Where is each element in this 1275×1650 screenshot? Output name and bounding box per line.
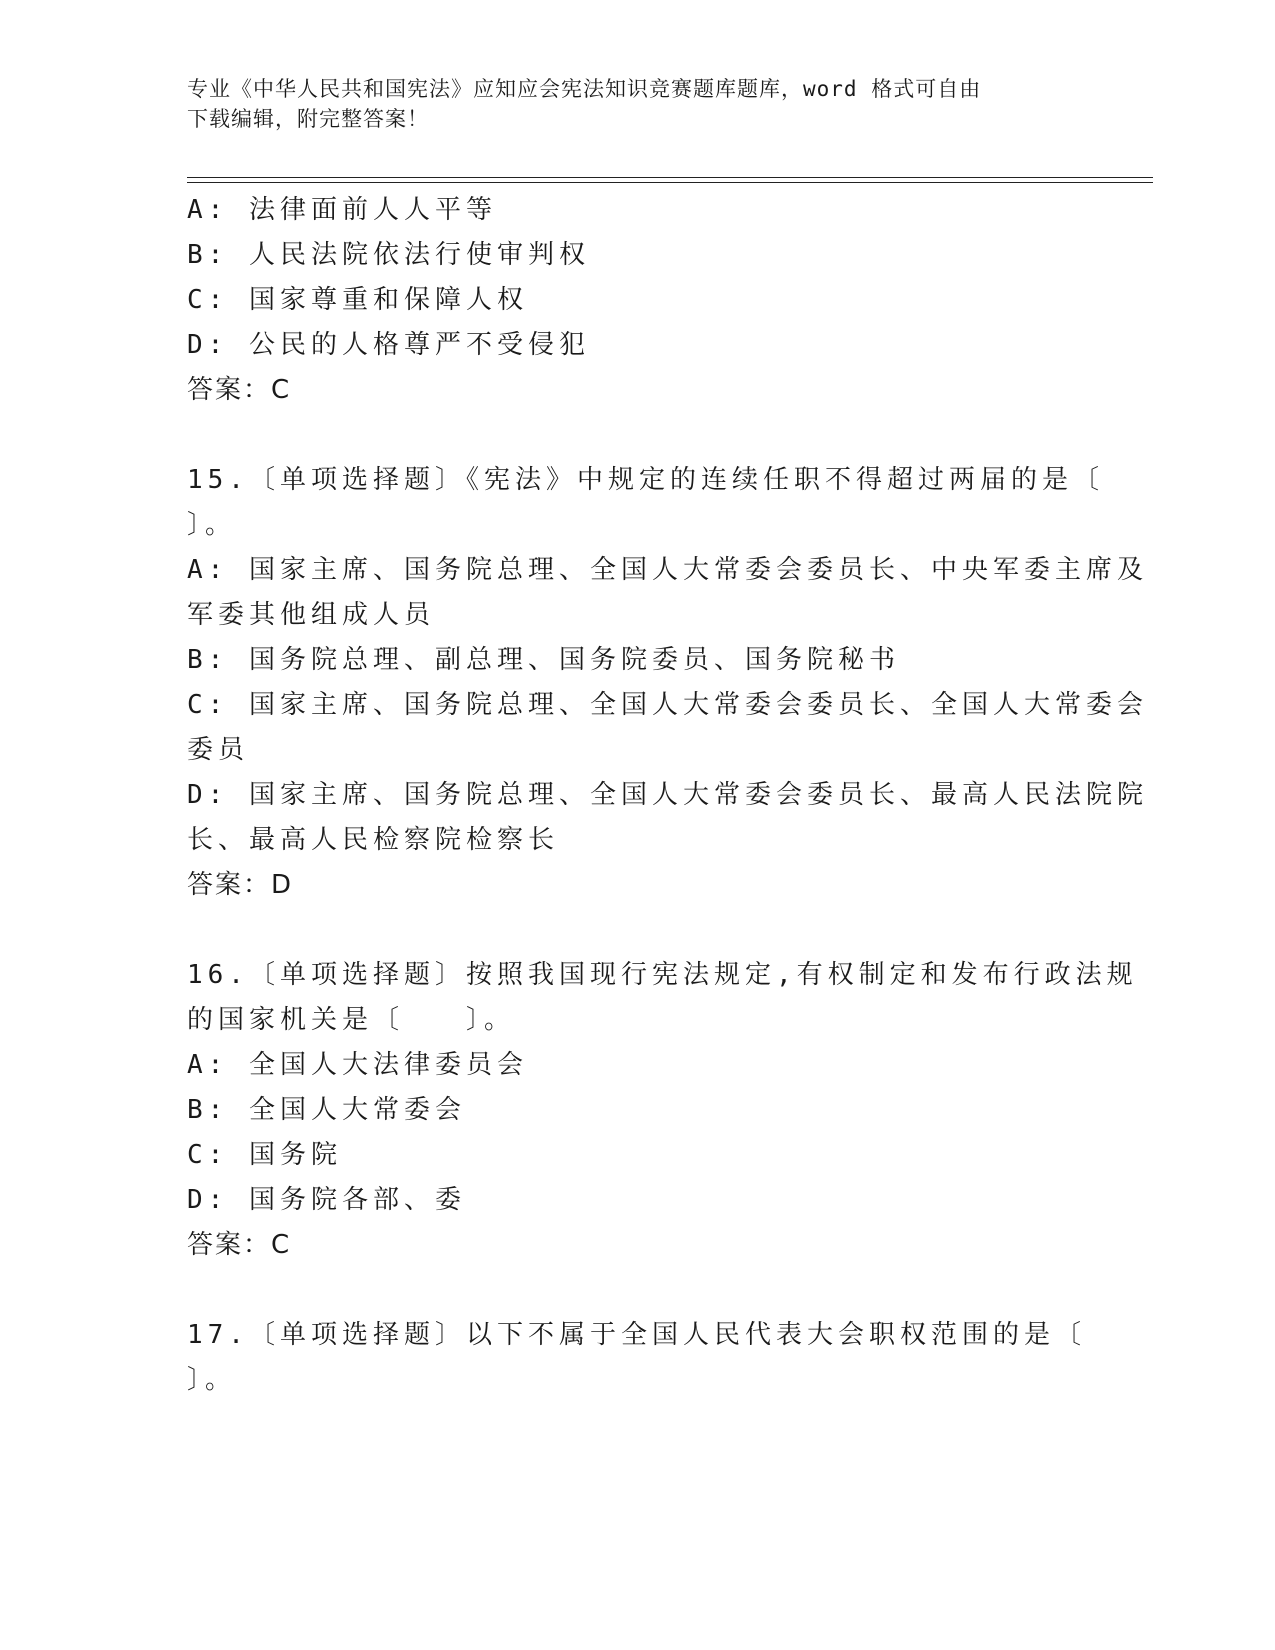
question-14-block: [187, 188, 1077, 413]
question-stem-cont: 〕。: [187, 510, 237, 540]
question-stem: 17.〔单项选择题〕以下不属于全国人民代表大会职权范围的是〔: [187, 1320, 1086, 1350]
answer-line: 答案：C: [187, 1230, 292, 1260]
question-16-block: [187, 953, 1138, 1268]
document-header: [187, 74, 1067, 134]
question-stem-cont: 〕。: [187, 1365, 237, 1395]
option-c: C: 国家主席、国务院总理、全国人大常委会委员长、全国人大常委会: [187, 690, 1148, 720]
option-a: A: 法律面前人人平等: [187, 195, 497, 225]
question-17-block: [187, 1313, 1086, 1403]
option-c-cont: 委员: [187, 735, 250, 765]
spacer: [187, 413, 1077, 458]
header-divider-top: [187, 177, 1153, 178]
header-line-2: 下载编辑，附完整答案！: [187, 107, 429, 131]
option-a: A: 国家主席、国务院总理、全国人大常委会委员长、中央军委主席及: [187, 555, 1148, 585]
option-d: D: 国家主席、国务院总理、全国人大常委会委员长、最高人民法院院: [187, 780, 1148, 810]
question-stem-cont: 的国家机关是〔 〕。: [187, 1005, 516, 1035]
question-stem: 15.〔单项选择题〕《宪法》中规定的连续任职不得超过两届的是〔: [187, 465, 1104, 495]
option-c: C: 国务院: [187, 1140, 342, 1170]
option-d-cont: 长、最高人民检察院检察长: [187, 825, 560, 855]
document-body: [187, 188, 1148, 1403]
option-b: B: 国务院总理、副总理、国务院委员、国务院秘书: [187, 645, 900, 675]
option-c: C: 国家尊重和保障人权: [187, 285, 528, 315]
option-d: D: 国务院各部、委: [187, 1185, 466, 1215]
answer-line: 答案：C: [187, 375, 292, 405]
option-d: D: 公民的人格尊严不受侵犯: [187, 330, 590, 360]
spacer: [187, 1268, 1077, 1313]
option-a-cont: 军委其他组成人员: [187, 600, 436, 630]
answer-line: 答案：D: [187, 870, 294, 900]
option-b: B: 全国人大常委会: [187, 1095, 466, 1125]
question-15-block: [187, 458, 1148, 908]
option-a: A: 全国人大法律委员会: [187, 1050, 528, 1080]
header-divider-bottom: [187, 182, 1153, 183]
option-b: B: 人民法院依法行使审判权: [187, 240, 590, 270]
header-line-1: 专业《中华人民共和国宪法》应知应会宪法知识竞赛题库题库，word 格式可自由: [187, 77, 982, 101]
question-stem: 16.〔单项选择题〕按照我国现行宪法规定,有权制定和发布行政法规: [187, 960, 1138, 990]
spacer: [187, 908, 1077, 953]
